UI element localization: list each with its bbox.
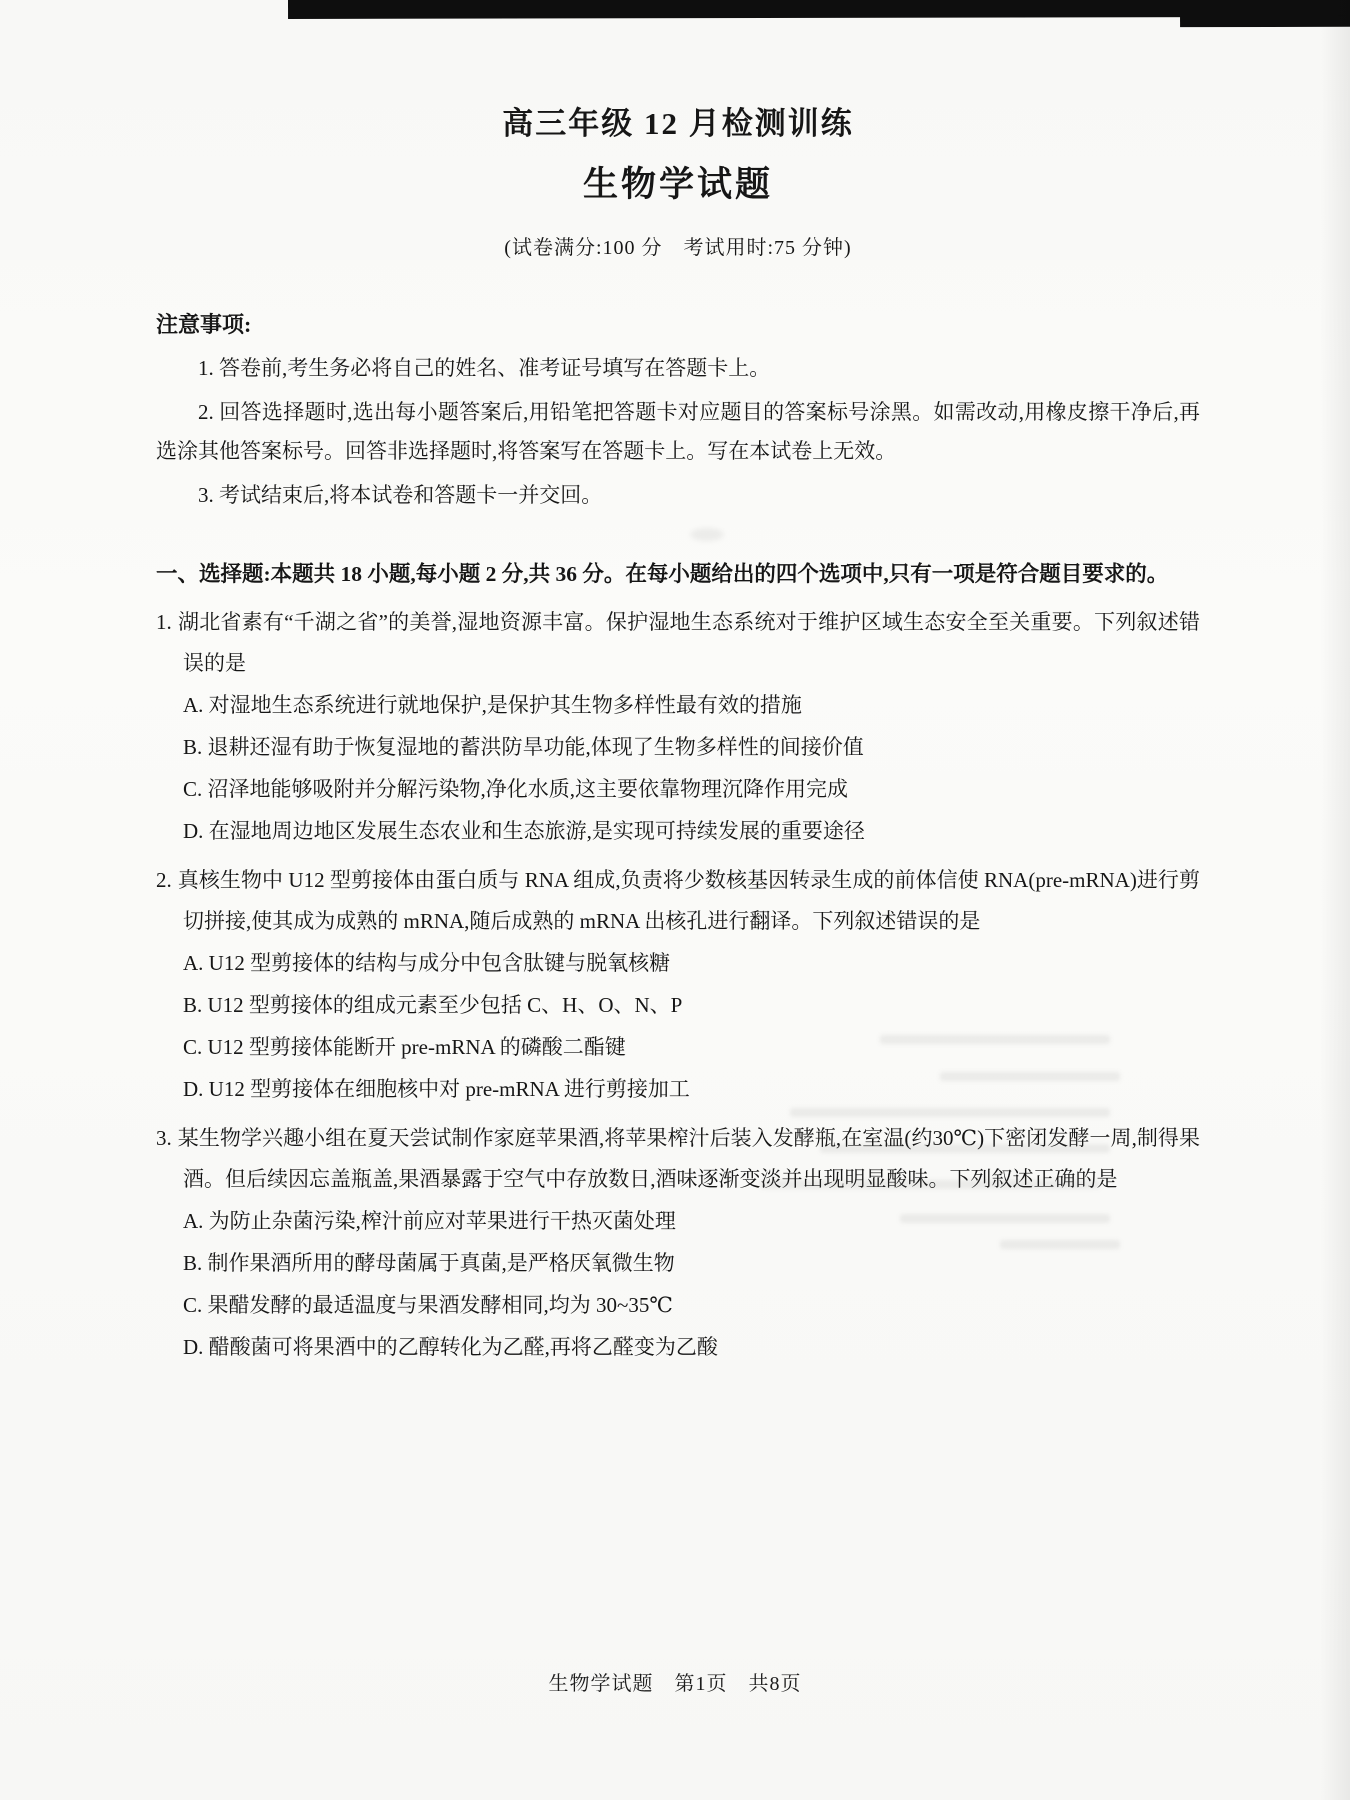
question-1-option-c: C. 沼泽地能够吸附并分解污染物,净化水质,这主要依靠物理沉降作用完成 [183, 777, 849, 801]
notice-heading: 注意事项: [156, 312, 252, 337]
question-3-option-b: B. 制作果酒所用的酵母菌属于真菌,是严格厌氧微生物 [183, 1251, 675, 1275]
question-3-text: 某生物学兴趣小组在夏天尝试制作家庭苹果酒,将苹果榨汁后装入发酵瓶,在室温(约30℃)下密闭发酵一周,制得果酒。但后续因忘盖瓶盖,果酒暴露于空气中存放数日,酒味逐渐变淡并出现明显酸味。下列叙述正确的是 [177, 1126, 1200, 1191]
exam-meta-info: (试卷满分:100 分 考试用时:75 分钟) [504, 237, 852, 259]
question-3-option-c: C. 果醋发酵的最适温度与果酒发酵相同,均为 30~35℃ [183, 1293, 673, 1317]
question-3-stem [156, 1118, 1200, 1200]
question-1-option-d: D. 在湿地周边地区发展生态农业和生态旅游,是实现可持续发展的重要途径 [183, 819, 865, 843]
question-2-option-b: B. U12 型剪接体的组成元素至少包括 C、H、O、N、P [183, 993, 683, 1017]
question-2-option-d: D. U12 型剪接体在细胞核中对 pre-mRNA 进行剪接加工 [183, 1077, 690, 1101]
question-3-number: 3. [156, 1126, 172, 1150]
question-1 [156, 602, 1200, 852]
question-3 [156, 1118, 1200, 1368]
question-2-text: 真核生物中 U12 型剪接体由蛋白质与 RNA 组成,负责将少数核基因转录生成的前体信使 RNA(pre-mRNA)进行剪切拼接,使其成为成熟的 mRNA,随后成熟的 mRNA 出核孔进行翻译。下列叙述错误的是 [177, 868, 1200, 933]
question-1-number: 1. [156, 610, 172, 634]
page-footer: 生物学试题 第1页 共8页 [548, 1673, 802, 1695]
question-1-stem [156, 602, 1200, 684]
notice-item-3: 3. 考试结束后,将本试卷和答题卡一并交回。 [198, 483, 603, 507]
question-3-option-a: A. 为防止杂菌污染,榨汁前应对苹果进行干热灭菌处理 [183, 1209, 676, 1233]
question-2-option-c: C. U12 型剪接体能断开 pre-mRNA 的磷酸二酯键 [183, 1035, 626, 1059]
question-1-text: 湖北省素有“千湖之省”的美誉,湿地资源丰富。保护湿地生态系统对于维护区域生态安全至关重要。下列叙述错误的是 [177, 610, 1200, 675]
exam-title: 高三年级 12 月检测训练 [502, 106, 854, 141]
section-heading: 一、选择题:本题共 18 小题,每小题 2 分,共 36 分。在每小题给出的四个选项中,只有一项是符合题目要求的。 [156, 562, 1169, 586]
notice-item-2: 2. 回答选择题时,选出每小题答案后,用铅笔把答题卡对应题目的答案标号涂黑。如需改动,用橡皮擦干净后,再选涂其他答案标号。回答非选择题时,将答案写在答题卡上。写在本试卷上无效。 [156, 400, 1200, 463]
subject-title: 生物学试题 [582, 165, 773, 204]
question-2-number: 2. [156, 868, 172, 892]
notice-item-1: 1. 答卷前,考生务必将自己的姓名、准考证号填写在答题卡上。 [198, 356, 771, 380]
question-1-option-b: B. 退耕还湿有助于恢复湿地的蓄洪防旱功能,体现了生物多样性的间接价值 [183, 735, 864, 759]
question-2 [156, 860, 1200, 1110]
question-2-option-a: A. U12 型剪接体的结构与成分中包含肽键与脱氧核糖 [183, 951, 671, 975]
question-1-option-a: A. 对湿地生态系统进行就地保护,是保护其生物多样性最有效的措施 [183, 693, 802, 717]
question-3-option-d: D. 醋酸菌可将果酒中的乙醇转化为乙醛,再将乙醛变为乙酸 [183, 1335, 718, 1359]
question-2-stem [156, 860, 1200, 942]
